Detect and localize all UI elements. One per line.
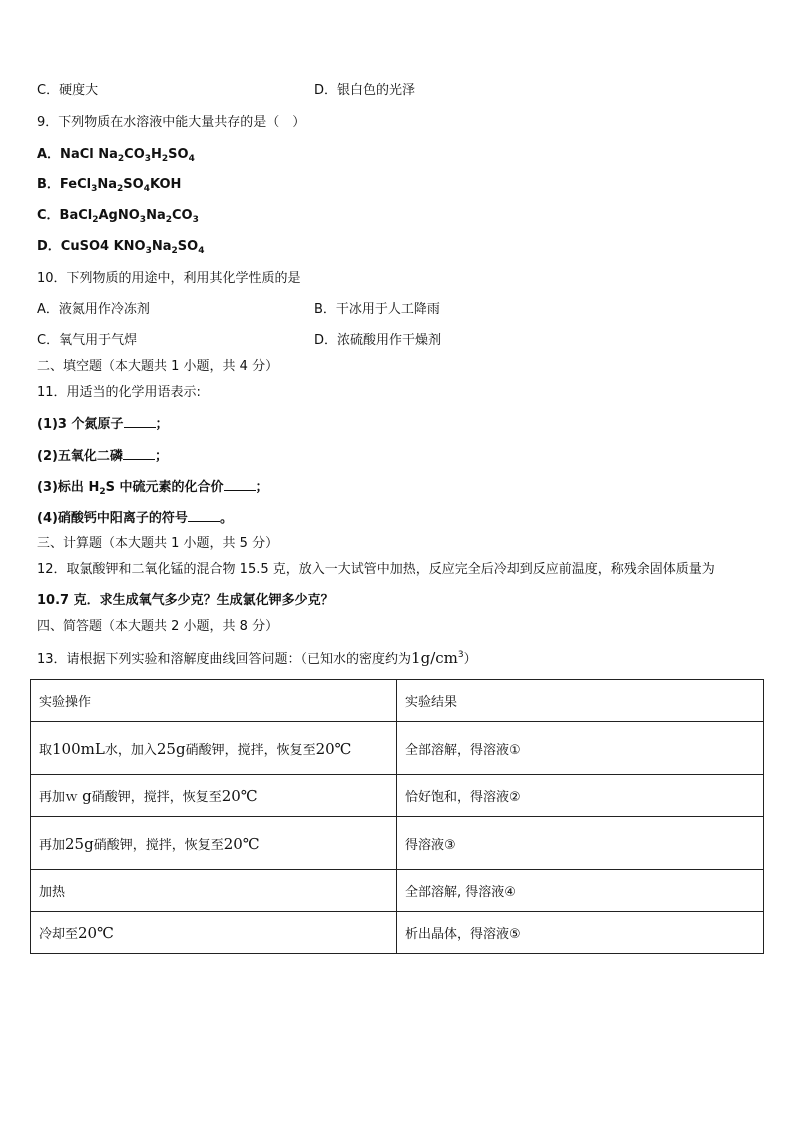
answer-blank[interactable] — [123, 447, 155, 460]
result-cell: 恰好饱和，得溶液② — [397, 775, 764, 817]
q12-line-1: 12．取氯酸钾和二氧化锰的混合物 15.5 克，放入一大试管中加热，反应完全后冷却到反应前温度，称残余固体质量为 — [37, 562, 715, 577]
operation-cell: 取100mL水，加入25g硝酸钾，搅拌，恢复至20℃ — [31, 722, 397, 775]
section-3-heading: 三、计算题（本大题共 1 小题，共 5 分） — [37, 536, 279, 551]
q9-option-b: B．$FeCl_3Na_2SO_4KOH$ — [37, 177, 182, 194]
q10-option-b: B．干冰用于人工降雨 — [314, 302, 440, 317]
result-cell: 得溶液③ — [397, 817, 764, 870]
q13-stem: 13．请根据下列实验和溶解度曲线回答问题：（已知水的密度约为$1g/cm^3$） — [37, 649, 477, 667]
q9-option-c: C．$BaCl_2AgNO_3Na_2CO_3$ — [37, 208, 199, 225]
table-row — [31, 912, 764, 954]
table-row — [31, 870, 764, 912]
result-cell: 析出晶体，得溶液⑤ — [397, 912, 764, 954]
q9-option-d: D．CuSO4 $KNO_3Na_2SO_4$ — [37, 239, 205, 256]
operation-cell: 再加25g硝酸钾，搅拌，恢复至20℃ — [31, 817, 397, 870]
q11-part-4: (4)硝酸钙中阳离子的符号 。 — [37, 511, 233, 526]
result-cell: 全部溶解，得溶液① — [397, 722, 764, 775]
operation-cell: 加热 — [31, 870, 397, 912]
result-cell: 全部溶解, 得溶液④ — [397, 870, 764, 912]
table-row — [31, 722, 764, 775]
q10-option-c: C．氧气用于气焊 — [37, 333, 138, 348]
experiment-table — [30, 679, 764, 954]
section-2-heading: 二、填空题（本大题共 1 小题，共 4 分） — [37, 359, 279, 374]
q10-option-d: D．浓硫酸用作干燥剂 — [314, 333, 442, 348]
q9-option-a: A．NaCl $Na_2CO_3H_2SO_4$ — [37, 147, 195, 164]
answer-blank[interactable] — [188, 509, 220, 522]
q11-stem: 11．用适当的化学用语表示: — [37, 385, 201, 400]
header-operation: 实验操作 — [31, 680, 397, 722]
q8-option-c: C．硬度大 — [37, 83, 99, 98]
answer-blank[interactable] — [224, 478, 256, 491]
section-4-heading: 四、简答题（本大题共 2 小题，共 8 分） — [37, 619, 279, 634]
table-row — [31, 817, 764, 870]
q9-stem: 9．下列物质在水溶液中能大量共存的是（ ） — [37, 115, 306, 130]
table-header-row — [31, 680, 764, 722]
q11-part-2: (2)五氧化二磷 ； — [37, 449, 168, 464]
q11-part-3: (3)标出 $H_2S$ 中硫元素的化合价 ； — [37, 480, 269, 497]
answer-blank[interactable] — [124, 415, 156, 428]
header-result: 实验结果 — [397, 680, 764, 722]
q10-option-a: A．液氮用作冷冻剂 — [37, 302, 150, 317]
operation-cell: 冷却至20℃ — [31, 912, 397, 954]
operation-cell: 再加ｗ g硝酸钾，搅拌，恢复至20℃ — [31, 775, 397, 817]
q12-line-2: 10.7 克．求生成氧气多少克？生成氯化钾多少克？ — [37, 593, 334, 608]
q10-stem: 10．下列物质的用途中，利用其化学性质的是 — [37, 271, 301, 286]
q8-option-d: D．银白色的光泽 — [314, 83, 416, 98]
q11-part-1: (1)3 个氮原子 ； — [37, 417, 169, 432]
table-row — [31, 775, 764, 817]
